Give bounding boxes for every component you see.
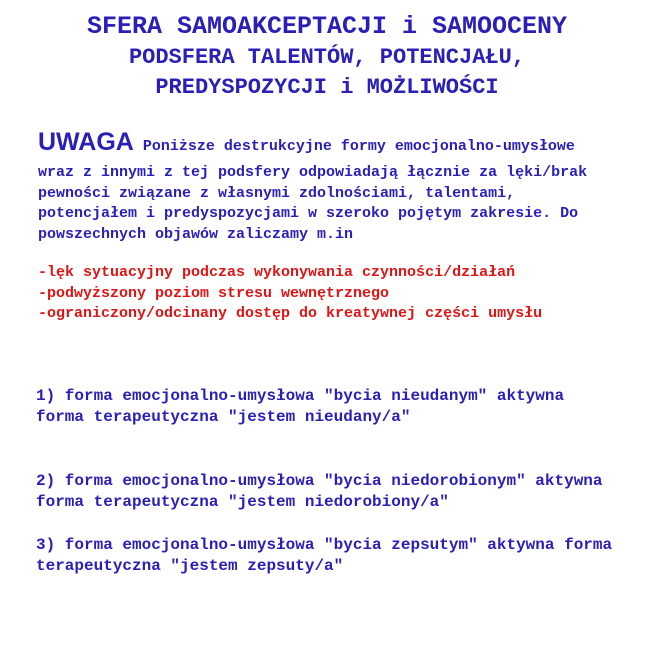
form-item-1 [36,386,564,428]
warning-line: potencjałem i predyspozycjami w szeroko pojętym zakresie. Do [38,205,579,223]
form-line: forma terapeutyczna "jestem nieudany/a" [36,408,411,426]
warning-line: pewności związane z własnymi zdolnościami, talentami, [38,184,516,202]
warning-label: UWAGA [38,128,134,156]
form-line: 2) forma emocjonalno-umysłowa "bycia niedorobionym" aktywna [36,472,603,490]
subtitle-line-2: PREDYSPOZYCJI i MOŻLIWOŚCI [155,75,499,100]
symptom-item: -lęk sytuacyjny podczas wykonywania czynności/działań [38,264,516,281]
form-line: terapeutyczna "jestem zepsuty/a" [36,557,344,575]
symptom-item: -ograniczony/odcinany dostęp do kreatywnej części umysłu [38,305,543,323]
form-item-3 [36,535,612,577]
form-line: forma terapeutyczna "jestem niedorobiony/a" [36,493,449,511]
warning-paragraph [38,128,575,158]
form-line: 1) forma emocjonalno-umysłowa "bycia nieudanym" aktywna [36,387,565,405]
warning-line: Poniższe destrukcyjne formy emocjonalno-umysłowe [133,138,575,155]
page-title: SFERA SAMOAKCEPTACJI i SAMOOCENY [86,12,568,41]
form-item-2 [36,471,603,513]
subtitle-line-1: PODSFERA TALENTÓW, POTENCJAŁU, [128,45,526,70]
form-line: 3) forma emocjonalno-umysłowa "bycia zepsutym" aktywna forma [36,536,613,554]
symptom-item: -podwyższony poziom stresu wewnętrznego [38,284,390,302]
warning-line: wraz z innymi z tej podsfery odpowiadają łącznie za lęki/brak [38,164,588,181]
warning-line: powszechnych objawów zaliczamy m.in [38,225,354,243]
